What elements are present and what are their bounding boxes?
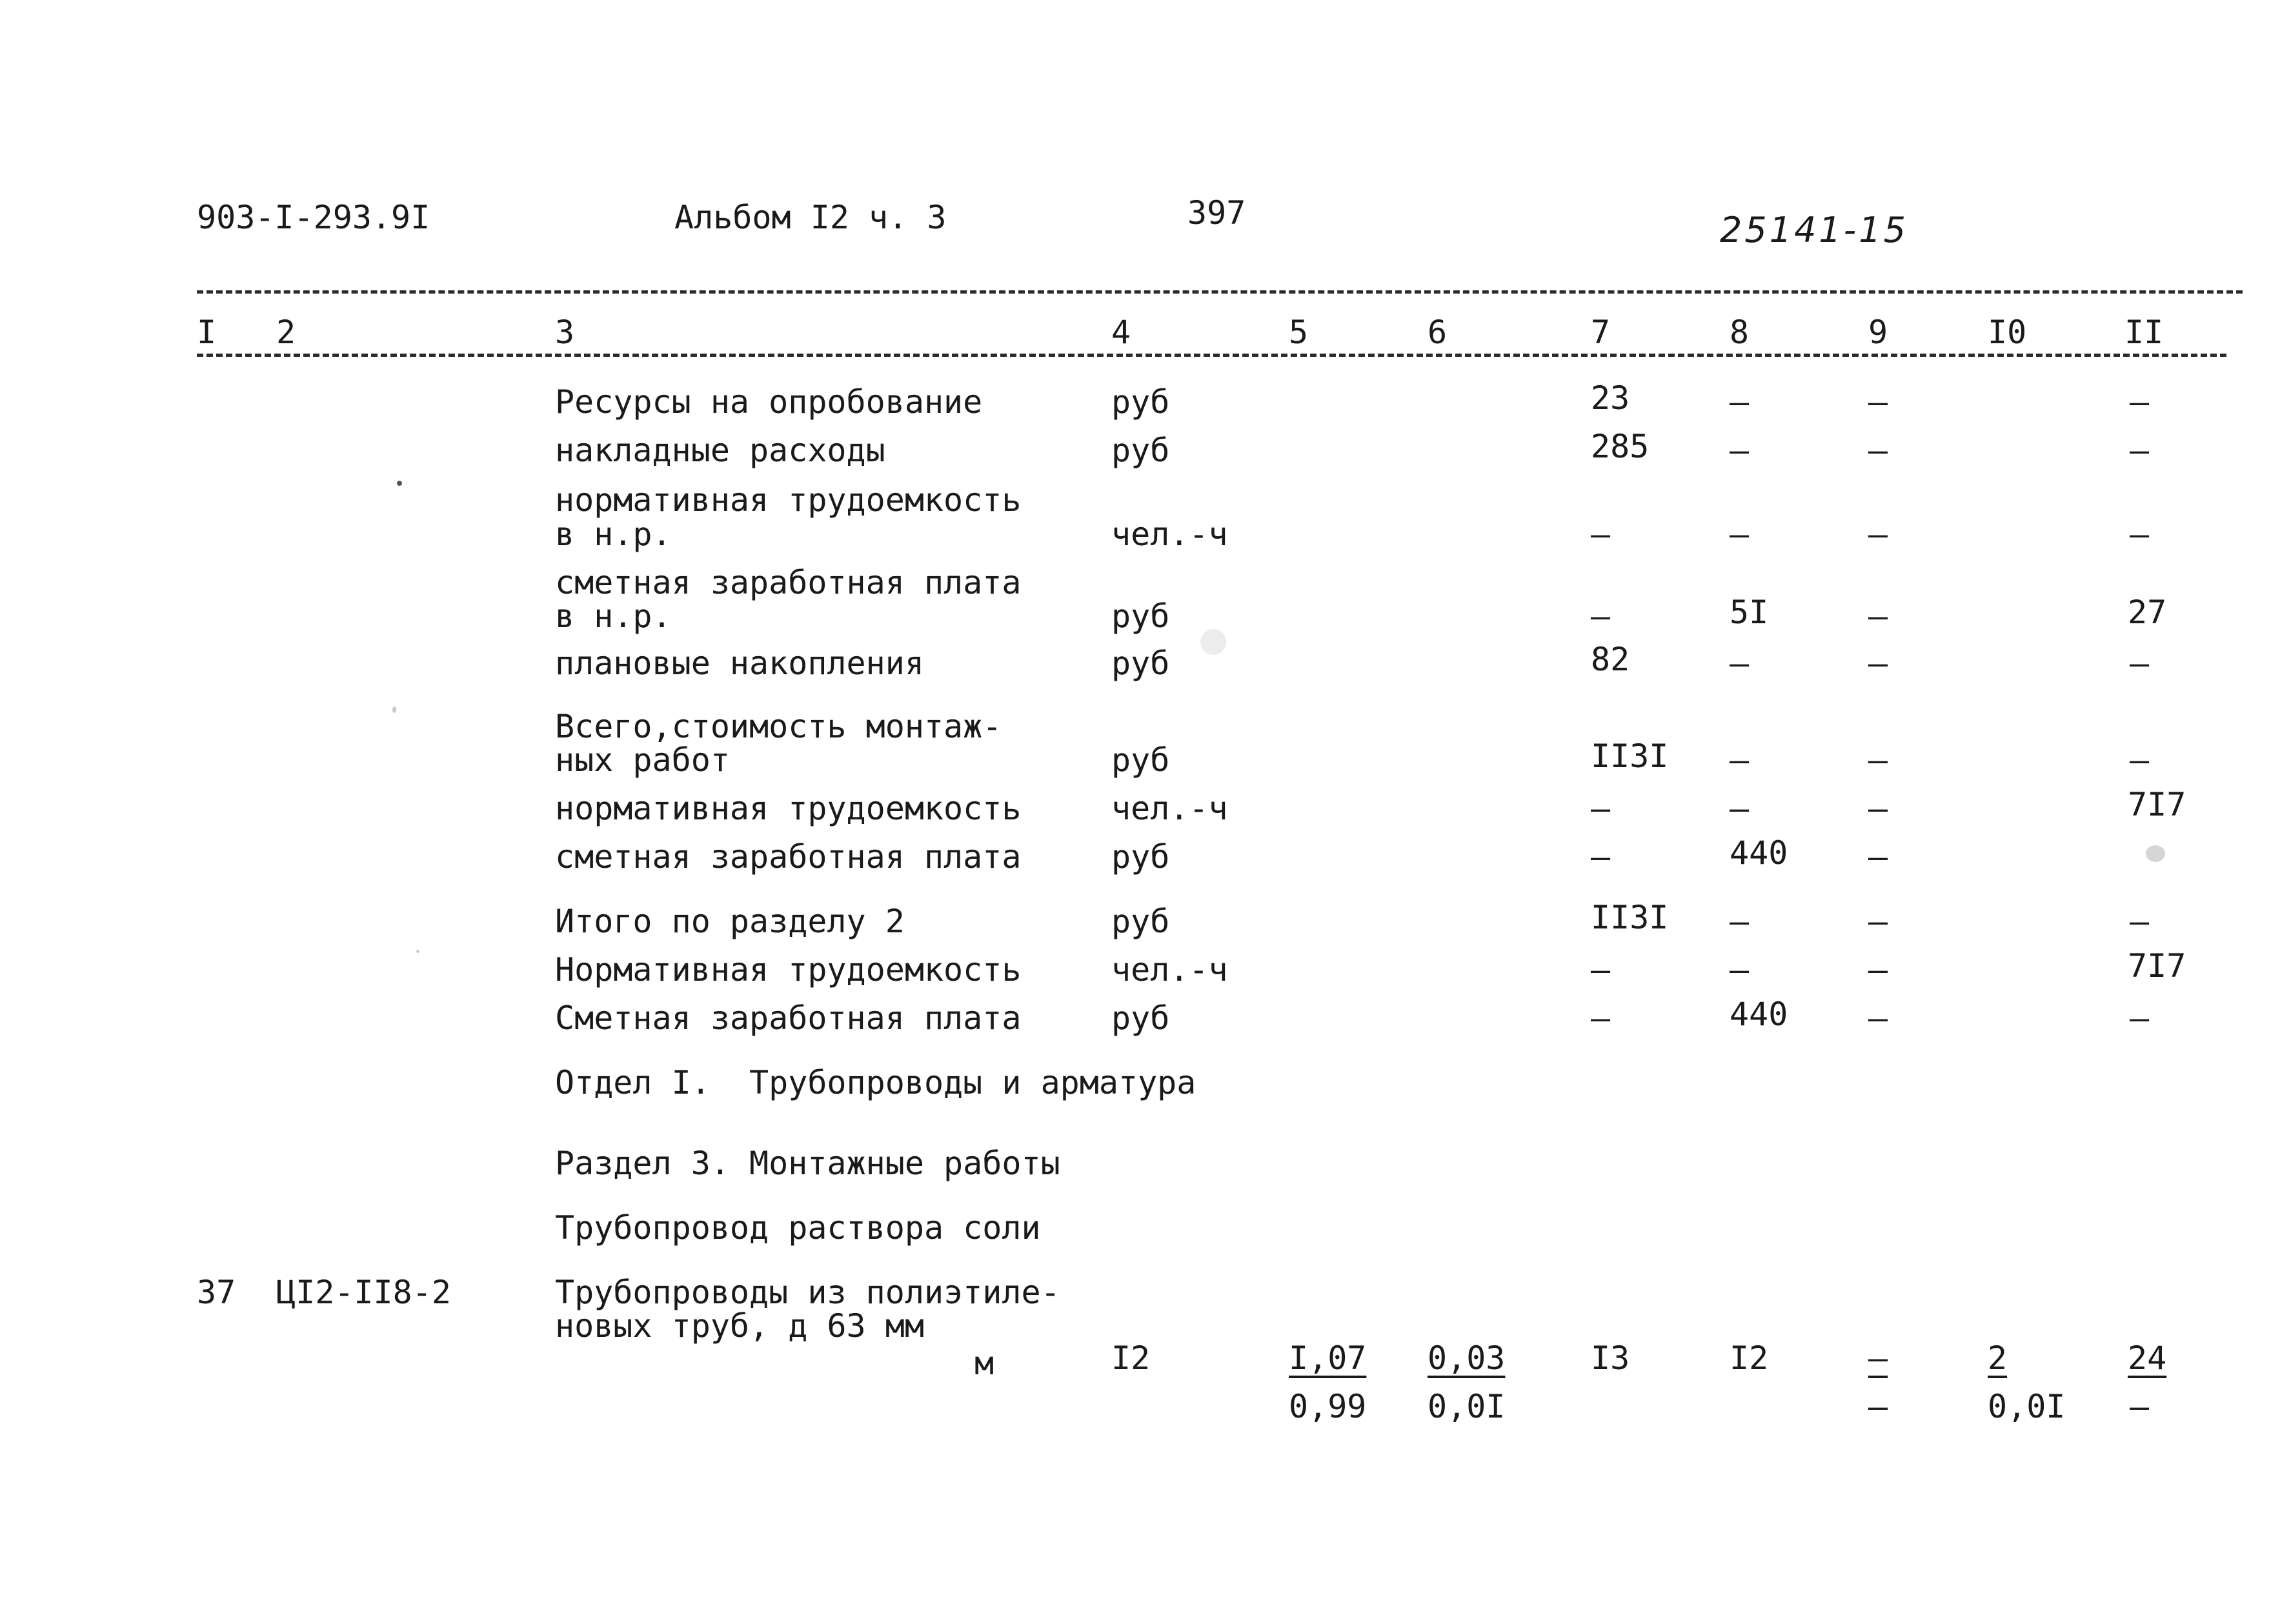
- row-description: сметная заработная плата: [555, 564, 1022, 601]
- row-value-col8: 5I: [1730, 594, 1769, 631]
- row-value-col9: –: [1868, 999, 1888, 1037]
- row-value-col9: –: [1868, 383, 1888, 421]
- row-value-col8: –: [1730, 951, 1750, 988]
- row-description: нормативная трудоемкость: [555, 790, 1022, 827]
- column-number: 8: [1730, 314, 1750, 351]
- column-number: 5: [1289, 314, 1309, 351]
- row-value-col9: –: [1868, 432, 1888, 469]
- item-value-col5-bottom: 0,99: [1289, 1388, 1367, 1425]
- column-number: I0: [1988, 314, 2027, 351]
- item-code: ЦI2-II8-2: [276, 1274, 451, 1311]
- row-value-col11: –: [2130, 432, 2150, 469]
- row-value-col8: –: [1730, 741, 1750, 779]
- row-unit: руб: [1111, 903, 1170, 940]
- scan-speck: [1200, 629, 1226, 655]
- row-description: в н.р.: [555, 516, 672, 553]
- row-value-col9: –: [1868, 838, 1888, 876]
- column-number: I: [197, 314, 217, 351]
- column-number: 9: [1868, 314, 1888, 351]
- item-value-col5-top: I,07: [1289, 1339, 1367, 1377]
- row-value-col9: –: [1868, 790, 1888, 827]
- row-value-col7: –: [1591, 951, 1611, 988]
- row-value-col8: –: [1730, 383, 1750, 421]
- row-description: Итого по разделу 2: [555, 903, 905, 940]
- row-value-col8: –: [1730, 432, 1750, 469]
- scan-speck: [2146, 845, 2165, 862]
- column-header-dashed-rule: [197, 354, 2226, 357]
- item-value-col10-top: 2: [1988, 1339, 2008, 1377]
- row-value-col9: –: [1868, 741, 1888, 779]
- item-value-col6-top: 0,03: [1428, 1339, 1506, 1377]
- row-unit: руб: [1111, 999, 1170, 1037]
- row-description: Сметная заработная плата: [555, 999, 1022, 1037]
- section-heading: Отдел I. Трубопроводы и арматура: [555, 1064, 1196, 1101]
- item-value-col9-top: –: [1868, 1339, 1888, 1377]
- row-description: плановые накопления: [555, 645, 924, 682]
- column-number: 3: [555, 314, 575, 351]
- row-value-col8: –: [1730, 516, 1750, 553]
- section-heading: Трубопровод раствора соли: [555, 1209, 1041, 1247]
- item-description: Трубопроводы из полиэтиле-: [555, 1274, 1060, 1311]
- document-code: 903-I-293.9I: [197, 199, 430, 236]
- row-value-col11: –: [2130, 645, 2150, 682]
- row-description: Ресурсы на опробование: [555, 383, 983, 421]
- row-value-col11: –: [2130, 383, 2150, 421]
- row-value-col8: –: [1730, 790, 1750, 827]
- row-value-col11: 7I7: [2128, 947, 2186, 985]
- item-unit: м: [974, 1345, 994, 1382]
- row-description: нормативная трудоемкость: [555, 481, 1022, 519]
- row-unit: руб: [1111, 645, 1170, 682]
- row-unit: чел.-ч: [1111, 516, 1228, 553]
- page-number: 397: [1187, 194, 1246, 232]
- row-description: в н.р.: [555, 597, 672, 635]
- item-description: новых труб, д 63 мм: [555, 1307, 924, 1345]
- item-value-col10-bottom: 0,0I: [1988, 1388, 2066, 1425]
- row-value-col7: II3I: [1591, 899, 1669, 936]
- row-unit: чел.-ч: [1111, 951, 1228, 988]
- item-value-col4: I2: [1111, 1339, 1151, 1377]
- scan-speck: [392, 707, 396, 713]
- row-value-col9: –: [1868, 516, 1888, 553]
- scan-speck: [397, 481, 402, 486]
- row-value-col11: –: [2130, 903, 2150, 940]
- row-value-col7: –: [1591, 790, 1611, 827]
- row-description: сметная заработная плата: [555, 838, 1022, 876]
- row-value-col7: 82: [1591, 641, 1630, 678]
- row-value-col7: 23: [1591, 379, 1630, 417]
- row-description: накладные расходы: [555, 432, 885, 469]
- row-description: Всего,стоимость монтаж-: [555, 708, 1002, 745]
- row-value-col11: 7I7: [2128, 786, 2186, 823]
- row-unit: чел.-ч: [1111, 790, 1228, 827]
- item-value-col6-bottom: 0,0I: [1428, 1388, 1506, 1425]
- column-number: 2: [276, 314, 296, 351]
- row-value-col8: 440: [1730, 996, 1788, 1033]
- row-value-col7: 285: [1591, 428, 1649, 465]
- row-value-col11: –: [2130, 741, 2150, 779]
- top-dashed-rule: [197, 290, 2243, 294]
- row-description: Нормативная трудоемкость: [555, 951, 1022, 988]
- item-value-col11-top: 24: [2128, 1339, 2167, 1377]
- column-number: 6: [1428, 314, 1448, 351]
- item-value-col8: I2: [1730, 1339, 1769, 1377]
- item-value-col7: I3: [1591, 1339, 1630, 1377]
- row-value-col11: –: [2130, 999, 2150, 1037]
- row-value-col11: –: [2130, 516, 2150, 553]
- handwritten-reference: 25141-15: [1720, 210, 1908, 250]
- row-unit: руб: [1111, 432, 1170, 469]
- row-description: ных работ: [555, 741, 730, 779]
- column-number: 7: [1591, 314, 1611, 351]
- row-unit: руб: [1111, 838, 1170, 876]
- section-heading: Раздел 3. Монтажные работы: [555, 1145, 1060, 1182]
- row-value-col7: –: [1591, 838, 1611, 876]
- row-value-col11: 27: [2128, 594, 2167, 631]
- column-number: II: [2124, 314, 2164, 351]
- row-value-col8: –: [1730, 645, 1750, 682]
- row-value-col9: –: [1868, 903, 1888, 940]
- row-value-col7: –: [1591, 999, 1611, 1037]
- row-value-col9: –: [1868, 951, 1888, 988]
- row-value-col8: –: [1730, 903, 1750, 940]
- album-label: Альбом I2 ч. 3: [674, 199, 947, 236]
- row-value-col7: –: [1591, 597, 1611, 635]
- row-unit: руб: [1111, 741, 1170, 779]
- row-unit: руб: [1111, 597, 1170, 635]
- row-unit: руб: [1111, 383, 1170, 421]
- row-value-col9: –: [1868, 645, 1888, 682]
- item-value-col11-bottom: –: [2130, 1388, 2150, 1425]
- scan-speck: [416, 950, 419, 953]
- row-value-col7: –: [1591, 516, 1611, 553]
- item-number: 37: [197, 1274, 236, 1311]
- item-value-col9-bottom: –: [1868, 1388, 1888, 1425]
- row-value-col9: –: [1868, 597, 1888, 635]
- column-number: 4: [1111, 314, 1131, 351]
- row-value-col7: II3I: [1591, 737, 1669, 775]
- row-value-col8: 440: [1730, 834, 1788, 872]
